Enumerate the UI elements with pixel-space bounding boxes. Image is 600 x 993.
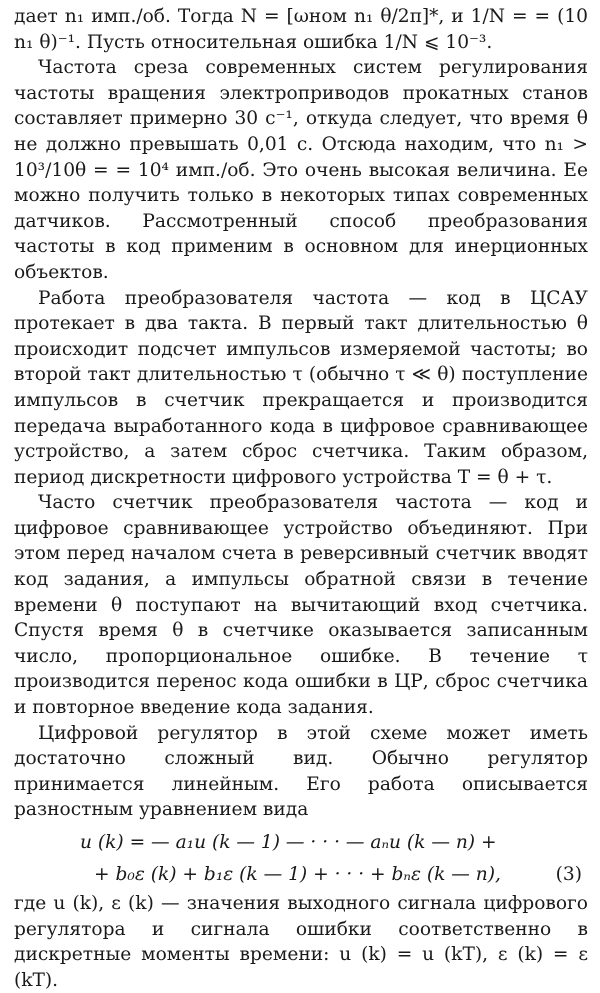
equation-number: (3) <box>555 864 582 885</box>
paragraph-counter-combination: Часто счетчик преобразователя частота — код и цифровое сравнивающее устройство объединяют. При этом перед началом счета в реверсивный счетчик вводят код задания, а импульсы обратной связи в течение времени θ поступают на вычитающий вход счетчика. Спустя время θ в счетчике оказывается записанным число, пропорциональное ошибке. В течение τ производится перенос кода ошибки в ЦР, сброс счетчика и повторное введение кода задания. <box>14 492 588 719</box>
equation-text-2: + b₀ε (k) + b₁ε (k — 1) + · · · + bₙε (k — n), <box>94 864 501 885</box>
equation-line-2 <box>14 859 588 891</box>
paragraph-closing: где u (k), ε (k) — значения выходного сигнала цифрового регулятора и сигнала ошибки соответственно в дискретные моменты времени: u (k) = u (kT), ε (k) = ε (kT). <box>14 893 588 991</box>
paragraph-cutoff-frequency: Частота среза современных систем регулирования частоты вращения электроприводов прокатных станов составляет примерно 30 с⁻¹, откуда следует, что время θ не должно превышать 0,01 с. Отсюда находим, что n₁ > 10³/10θ = = 10⁴ имп./об. Это очень высокая величина. Ее можно получить только в некоторых типах современных датчиков. Рассмотренный способ преобразования частоты в код применим в основном для инерционных объектов. <box>14 57 588 283</box>
paragraph-converter-operation: Работа преобразователя частота — код в ЦСАУ протекает в два такта. В первый такт длительностью θ происходит подсчет импульсов измеряемой частоты; во второй такт длительностью τ (обычно τ ≪ θ) поступление импульсов в счетчик прекращается и производится передача выработанного кода в цифровое сравнивающее устройство, а затем сброс счетчика. Таким образом, период дискретности цифрового устройства T = θ + τ. <box>14 287 588 488</box>
paragraph-digital-regulator: Цифровой регулятор в этой схеме может иметь достаточно сложный вид. Обычно регулятор принимается линейным. Его работа описывается разностным уравнением вида <box>14 722 588 821</box>
paragraph-continuation: дает n₁ имп./об. Тогда N = [ωном n₁ θ/2π]*, и 1/N = = (10 n₁ θ)⁻¹. Пусть относительная ошибка 1/N ⩽ 10⁻³. <box>14 6 588 53</box>
equation-text-1: u (k) = — a₁u (k — 1) — · · · — aₙu (k — n) + <box>80 832 497 853</box>
equation-line-1 <box>14 827 588 859</box>
